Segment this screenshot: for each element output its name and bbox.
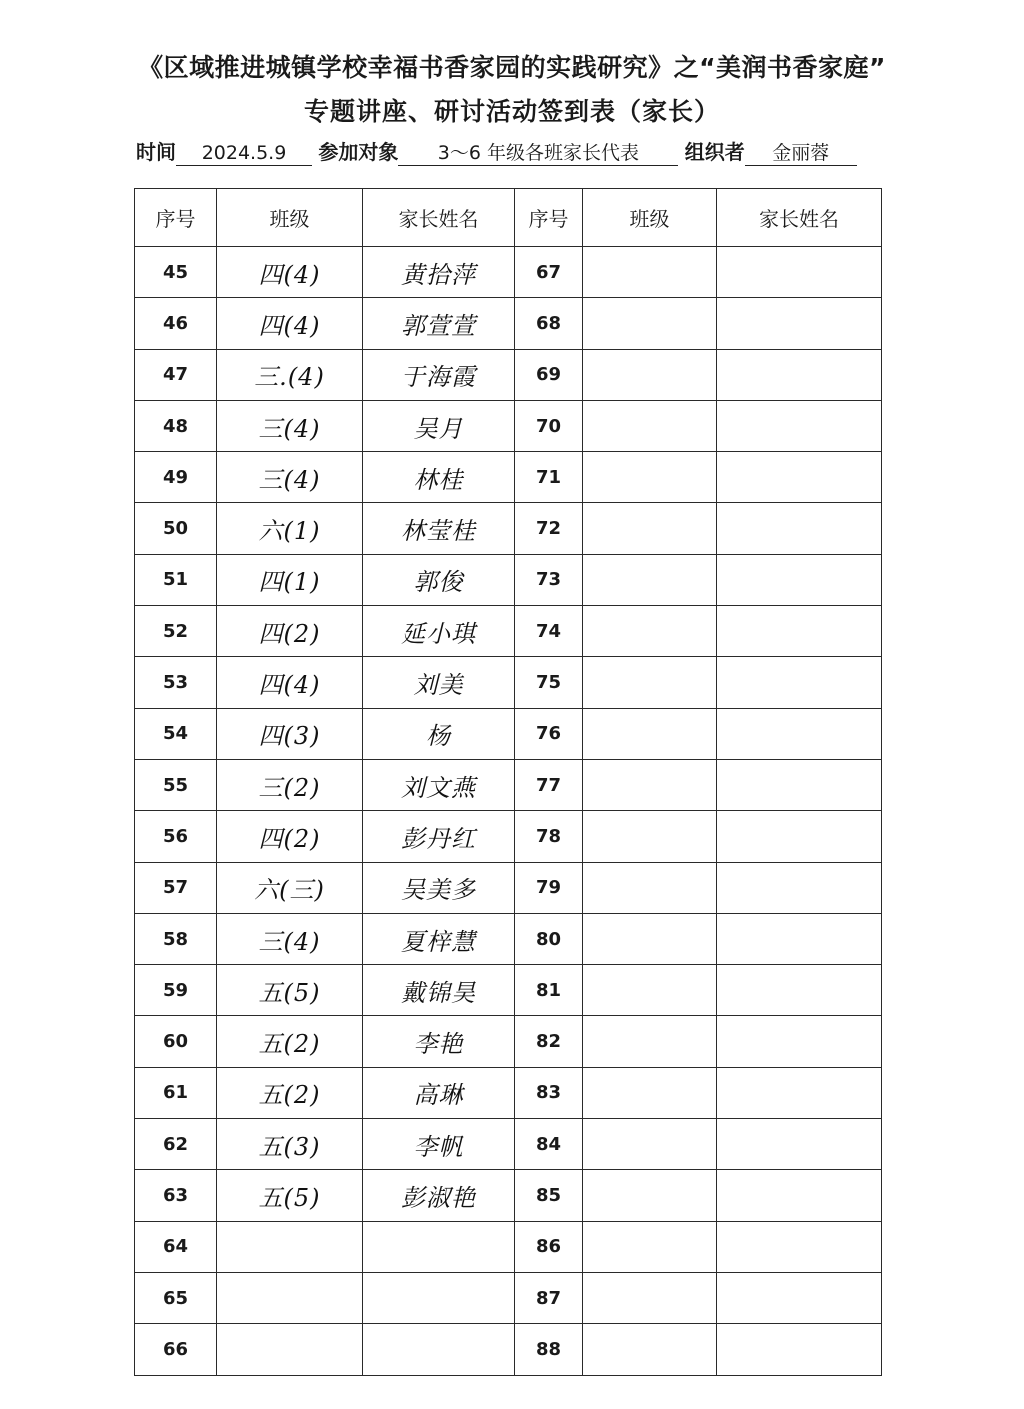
seq-cell: 49 bbox=[135, 452, 217, 503]
seq-cell-2: 80 bbox=[515, 913, 583, 964]
seq-cell-2: 79 bbox=[515, 862, 583, 913]
class-cell: 六(1) bbox=[217, 503, 363, 554]
document-subtitle: 专题讲座、研讨活动签到表（家长） bbox=[303, 97, 720, 126]
class-cell: 三(4) bbox=[217, 400, 363, 451]
class-cell: 三(4) bbox=[217, 913, 363, 964]
seq-cell: 60 bbox=[135, 1016, 217, 1067]
parent-signature-cell-2 bbox=[717, 759, 882, 810]
table-row bbox=[135, 657, 882, 708]
class-cell-2 bbox=[583, 1067, 717, 1118]
class-cell-2 bbox=[583, 298, 717, 349]
seq-cell: 63 bbox=[135, 1170, 217, 1221]
header-seq: 序号 bbox=[135, 189, 217, 247]
seq-cell: 58 bbox=[135, 913, 217, 964]
table-row bbox=[135, 1119, 882, 1170]
table-row bbox=[135, 1016, 882, 1067]
table-row bbox=[135, 554, 882, 605]
parent-signature-cell bbox=[363, 1221, 515, 1272]
class-cell: 五(3) bbox=[217, 1119, 363, 1170]
class-cell-2 bbox=[583, 657, 717, 708]
class-cell: 三(4) bbox=[217, 452, 363, 503]
parent-signature-cell: 刘美 bbox=[363, 657, 515, 708]
class-cell-2 bbox=[583, 400, 717, 451]
class-cell bbox=[217, 1221, 363, 1272]
parent-signature-cell-2 bbox=[717, 811, 882, 862]
seq-cell: 66 bbox=[135, 1324, 217, 1375]
header-class-2: 班级 bbox=[583, 189, 717, 247]
seq-cell-2: 87 bbox=[515, 1272, 583, 1323]
seq-cell-2: 76 bbox=[515, 708, 583, 759]
seq-cell-2: 73 bbox=[515, 554, 583, 605]
table-row bbox=[135, 298, 882, 349]
seq-cell-2: 75 bbox=[515, 657, 583, 708]
class-cell-2 bbox=[583, 503, 717, 554]
table-row bbox=[135, 247, 882, 298]
class-cell: 四(4) bbox=[217, 247, 363, 298]
parent-signature-cell-2 bbox=[717, 913, 882, 964]
parent-signature-cell-2 bbox=[717, 708, 882, 759]
seq-cell-2: 69 bbox=[515, 349, 583, 400]
class-cell: 四(4) bbox=[217, 298, 363, 349]
seq-cell: 62 bbox=[135, 1119, 217, 1170]
sign-in-table bbox=[134, 188, 882, 1376]
parent-signature-cell-2 bbox=[717, 606, 882, 657]
seq-cell-2: 82 bbox=[515, 1016, 583, 1067]
seq-cell-2: 71 bbox=[515, 452, 583, 503]
class-cell-2 bbox=[583, 913, 717, 964]
table-row bbox=[135, 606, 882, 657]
parent-signature-cell: 吴月 bbox=[363, 400, 515, 451]
parent-signature-cell: 刘文燕 bbox=[363, 759, 515, 810]
class-cell bbox=[217, 1272, 363, 1323]
seq-cell: 61 bbox=[135, 1067, 217, 1118]
parent-signature-cell-2 bbox=[717, 554, 882, 605]
seq-cell: 47 bbox=[135, 349, 217, 400]
parent-signature-cell-2 bbox=[717, 862, 882, 913]
parent-signature-cell: 高琳 bbox=[363, 1067, 515, 1118]
seq-cell-2: 88 bbox=[515, 1324, 583, 1375]
parent-signature-cell: 彭丹红 bbox=[363, 811, 515, 862]
parent-signature-cell-2 bbox=[717, 247, 882, 298]
table-row bbox=[135, 1272, 882, 1323]
seq-cell-2: 86 bbox=[515, 1221, 583, 1272]
class-cell-2 bbox=[583, 452, 717, 503]
class-cell: 四(2) bbox=[217, 606, 363, 657]
parent-signature-cell bbox=[363, 1272, 515, 1323]
table-row bbox=[135, 913, 882, 964]
seq-cell: 54 bbox=[135, 708, 217, 759]
parent-signature-cell-2 bbox=[717, 452, 882, 503]
parent-signature-cell: 彭淑艳 bbox=[363, 1170, 515, 1221]
parent-signature-cell-2 bbox=[717, 1067, 882, 1118]
seq-cell-2: 67 bbox=[515, 247, 583, 298]
class-cell-2 bbox=[583, 1016, 717, 1067]
participants-label: 参加对象 bbox=[318, 140, 399, 164]
class-cell: 五(5) bbox=[217, 965, 363, 1016]
table-row bbox=[135, 862, 882, 913]
parent-signature-cell: 郭萱萱 bbox=[363, 298, 515, 349]
parent-signature-cell: 李艳 bbox=[363, 1016, 515, 1067]
parent-signature-cell-2 bbox=[717, 503, 882, 554]
class-cell-2 bbox=[583, 759, 717, 810]
organizer-value: 金丽蓉 bbox=[745, 141, 857, 166]
seq-cell-2: 70 bbox=[515, 400, 583, 451]
seq-cell: 53 bbox=[135, 657, 217, 708]
parent-signature-cell-2 bbox=[717, 1221, 882, 1272]
participants-value: 3～6 年级各班家长代表 bbox=[398, 141, 678, 166]
table-row bbox=[135, 349, 882, 400]
parent-signature-cell: 林桂 bbox=[363, 452, 515, 503]
parent-signature-cell-2 bbox=[717, 657, 882, 708]
parent-signature-cell: 于海霞 bbox=[363, 349, 515, 400]
document-title: 《区域推进城镇学校幸福书香家园的实践研究》之“美润书香家庭” bbox=[138, 53, 886, 82]
class-cell: 三.(4) bbox=[217, 349, 363, 400]
parent-signature-cell: 杨 bbox=[363, 708, 515, 759]
seq-cell-2: 81 bbox=[515, 965, 583, 1016]
parent-signature-cell: 戴锦昊 bbox=[363, 965, 515, 1016]
parent-signature-cell-2 bbox=[717, 1119, 882, 1170]
class-cell-2 bbox=[583, 1221, 717, 1272]
meta-line bbox=[136, 136, 857, 166]
class-cell-2 bbox=[583, 811, 717, 862]
class-cell-2 bbox=[583, 1119, 717, 1170]
seq-cell-2: 83 bbox=[515, 1067, 583, 1118]
time-label: 时间 bbox=[136, 140, 176, 164]
seq-cell-2: 77 bbox=[515, 759, 583, 810]
parent-signature-cell-2 bbox=[717, 349, 882, 400]
seq-cell: 51 bbox=[135, 554, 217, 605]
class-cell: 四(4) bbox=[217, 657, 363, 708]
table-row bbox=[135, 1170, 882, 1221]
class-cell-2 bbox=[583, 1170, 717, 1221]
time-value: 2024.5.9 bbox=[176, 141, 312, 166]
class-cell: 五(5) bbox=[217, 1170, 363, 1221]
table-row bbox=[135, 1067, 882, 1118]
class-cell: 六(三) bbox=[217, 862, 363, 913]
parent-signature-cell: 林莹桂 bbox=[363, 503, 515, 554]
table-row bbox=[135, 1324, 882, 1375]
class-cell-2 bbox=[583, 1324, 717, 1375]
class-cell-2 bbox=[583, 708, 717, 759]
parent-signature-cell-2 bbox=[717, 298, 882, 349]
parent-signature-cell bbox=[363, 1324, 515, 1375]
class-cell-2 bbox=[583, 349, 717, 400]
class-cell-2 bbox=[583, 247, 717, 298]
class-cell: 四(1) bbox=[217, 554, 363, 605]
table-row bbox=[135, 1221, 882, 1272]
class-cell-2 bbox=[583, 965, 717, 1016]
header-parent-name-2: 家长姓名 bbox=[717, 189, 882, 247]
parent-signature-cell: 吴美多 bbox=[363, 862, 515, 913]
table-row bbox=[135, 759, 882, 810]
class-cell: 四(2) bbox=[217, 811, 363, 862]
table-row bbox=[135, 452, 882, 503]
class-cell: 五(2) bbox=[217, 1016, 363, 1067]
class-cell-2 bbox=[583, 606, 717, 657]
parent-signature-cell-2 bbox=[717, 965, 882, 1016]
class-cell: 四(3) bbox=[217, 708, 363, 759]
class-cell-2 bbox=[583, 862, 717, 913]
seq-cell-2: 78 bbox=[515, 811, 583, 862]
organizer-label: 组织者 bbox=[684, 140, 745, 164]
header-seq-2: 序号 bbox=[515, 189, 583, 247]
seq-cell: 46 bbox=[135, 298, 217, 349]
seq-cell: 50 bbox=[135, 503, 217, 554]
table-row bbox=[135, 708, 882, 759]
parent-signature-cell-2 bbox=[717, 1272, 882, 1323]
seq-cell-2: 72 bbox=[515, 503, 583, 554]
class-cell-2 bbox=[583, 554, 717, 605]
parent-signature-cell: 夏梓慧 bbox=[363, 913, 515, 964]
header-parent-name: 家长姓名 bbox=[363, 189, 515, 247]
parent-signature-cell-2 bbox=[717, 400, 882, 451]
table-row bbox=[135, 965, 882, 1016]
class-cell bbox=[217, 1324, 363, 1375]
seq-cell: 64 bbox=[135, 1221, 217, 1272]
table-row bbox=[135, 811, 882, 862]
table-row bbox=[135, 503, 882, 554]
parent-signature-cell: 郭俊 bbox=[363, 554, 515, 605]
seq-cell: 45 bbox=[135, 247, 217, 298]
parent-signature-cell-2 bbox=[717, 1324, 882, 1375]
seq-cell-2: 74 bbox=[515, 606, 583, 657]
parent-signature-cell-2 bbox=[717, 1170, 882, 1221]
seq-cell-2: 85 bbox=[515, 1170, 583, 1221]
parent-signature-cell: 黄拾萍 bbox=[363, 247, 515, 298]
seq-cell-2: 84 bbox=[515, 1119, 583, 1170]
seq-cell: 55 bbox=[135, 759, 217, 810]
header-row bbox=[135, 189, 882, 247]
seq-cell: 59 bbox=[135, 965, 217, 1016]
class-cell: 三(2) bbox=[217, 759, 363, 810]
parent-signature-cell: 李帆 bbox=[363, 1119, 515, 1170]
header-class: 班级 bbox=[217, 189, 363, 247]
seq-cell: 48 bbox=[135, 400, 217, 451]
parent-signature-cell-2 bbox=[717, 1016, 882, 1067]
table-row bbox=[135, 400, 882, 451]
seq-cell-2: 68 bbox=[515, 298, 583, 349]
seq-cell: 56 bbox=[135, 811, 217, 862]
class-cell-2 bbox=[583, 1272, 717, 1323]
seq-cell: 52 bbox=[135, 606, 217, 657]
class-cell: 五(2) bbox=[217, 1067, 363, 1118]
seq-cell: 65 bbox=[135, 1272, 217, 1323]
parent-signature-cell: 延小琪 bbox=[363, 606, 515, 657]
seq-cell: 57 bbox=[135, 862, 217, 913]
